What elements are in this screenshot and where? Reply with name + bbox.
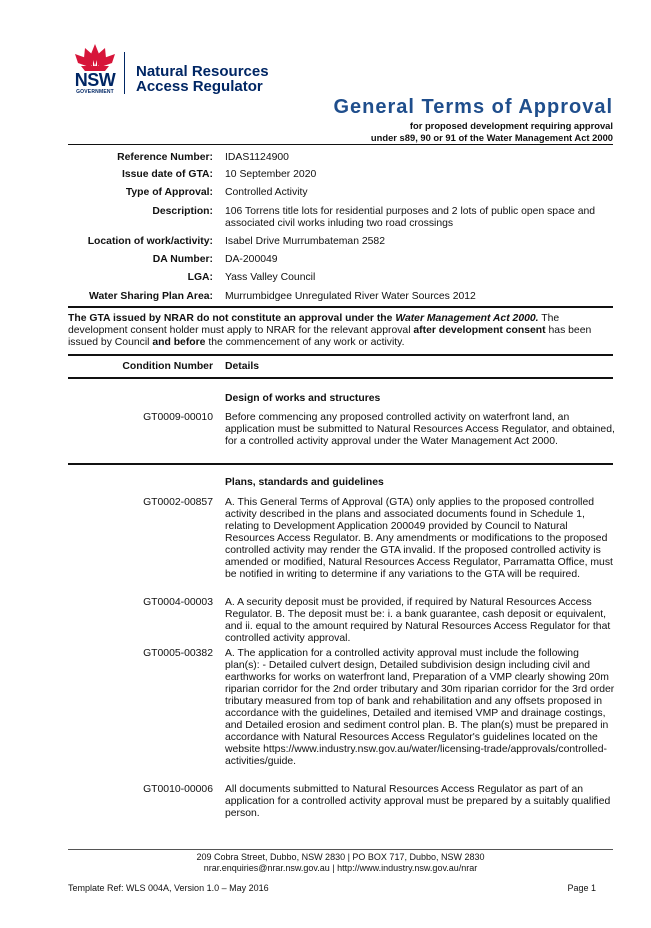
page-number: Page 1 [567, 883, 596, 893]
condition-text: A. A security deposit must be provided, if required by Natural Resources Access Regulator. B. The deposit must be: i. a bank guarantee, cash deposit or equivalent, and ii. equal to the amount required by Natural Resources Access Regulator for that controlled activity approval. [225, 597, 611, 644]
detail-label-da-number: DA Number: [152, 254, 213, 265]
detail-label-location: Location of work/activity: [87, 236, 213, 247]
notice-bold-2: after development consent [413, 325, 546, 336]
footer-divider [68, 849, 613, 850]
waratah-icon [69, 42, 121, 72]
nsw-government-logo [69, 42, 121, 100]
condition-text: A. The application for a controlled activity approval must include the following plan(s): - Detailed culvert design, Detailed subdivision design including civil and earthworks for works on waterfront land, Preparation of a VMP clearly showing 20m riparian corridor for the 2nd order tributary and 30m riparian corridor for the 3rd order tributary measured from top of bank and rehabilitation and any offsets proposed in accordance with the guidelines, Detailed and itemised VMP and drainage costings, and Detailed erosion and sediment control plan. B. The plan(s) must be prepared in accordance with Natural Resources Access Regulator's guidelines located on the website https://www.industry.nsw.gov.au/water/licensing-trade/approvals/controlled-activities/guide. [225, 648, 615, 767]
logo-subtext: GOVERNMENT [76, 89, 114, 95]
detail-label-approval-type: Type of Approval: [125, 187, 213, 198]
notice-act-name: Water Management Act 2000. [395, 313, 539, 324]
condition-text: Before commencing any proposed controlled activity on waterfront land, an application must be submitted to Natural Resources Access Regulator, and obtained, for a controlled activity approval under the Water Management Act 2000. [225, 412, 615, 447]
column-header-details: Details [225, 361, 260, 372]
notice-text-3: the commencement of any work or activity. [205, 337, 405, 348]
detail-value-location: Isabel Drive Murrumbateman 2582 [225, 236, 385, 247]
section-title-design: Design of works and structures [225, 393, 381, 404]
detail-value-issue-date: 10 September 2020 [225, 169, 317, 180]
footer-contact: nrar.enquiries@nrar.nsw.gov.au | http://www.industry.nsw.gov.au/nrar [203, 863, 478, 873]
logo-divider [124, 52, 125, 94]
detail-label-lga: LGA: [187, 272, 213, 283]
detail-value-lga: Yass Valley Council [225, 272, 316, 283]
org-name [136, 64, 269, 94]
document-subtitle-line1: for proposed development requiring approval [409, 120, 613, 131]
condition-number: GT0010-00006 [143, 784, 213, 795]
detail-label-reference: Reference Number: [117, 152, 213, 163]
condition-text: A. This General Terms of Approval (GTA) only applies to the proposed controlled activity described in the plans and associated documents found in Schedule 1, relating to Development Application 200049 provided by Council to Natural Resources Access Regulator. B. Any amendments or modifications to the proposed controlled activity may render the GTA invalid. If the proposed controlled activity is amended or modified, Natural Resources Access Regulator, Parramatta Office, must be notified in writing to determine if any variations to the GTA will be required. [225, 497, 613, 580]
detail-value-water-sharing-plan: Murrumbidgee Unregulated River Water Sources 2012 [225, 291, 476, 302]
detail-label-water-sharing-plan: Water Sharing Plan Area: [89, 291, 213, 302]
org-name-line2: Access Regulator [136, 78, 263, 95]
document-subtitle-line2: under s89, 90 or 91 of the Water Management Act 2000 [370, 132, 613, 143]
details-divider [68, 306, 613, 308]
table-header-divider [68, 377, 613, 379]
notice-text-2: has been issued by Council [68, 325, 592, 348]
section-divider [68, 463, 613, 465]
condition-number: GT0005-00382 [143, 648, 213, 659]
detail-value-da-number: DA-200049 [225, 254, 278, 265]
footer-address: 209 Cobra Street, Dubbo, NSW 2830 | PO BOX 717, Dubbo, NSW 2830 [196, 852, 485, 862]
detail-value-reference: IDAS1124900 [225, 152, 289, 163]
condition-text: All documents submitted to Natural Resources Access Regulator as part of an application for a controlled activity approval must be prepared by a suitably qualified person. [225, 784, 611, 819]
condition-number: GT0002-00857 [143, 497, 213, 508]
notice-divider [68, 354, 613, 356]
logo-wordmark: NSW [74, 70, 116, 90]
document-title: General Terms of Approval [333, 96, 613, 118]
detail-label-description: Description: [152, 206, 213, 217]
template-reference: Template Ref: WLS 004A, Version 1.0 – May 2016 [68, 883, 269, 893]
condition-number: GT0004-00003 [143, 597, 213, 608]
title-divider [68, 144, 613, 145]
notice-bold-1: The GTA issued by NRAR do not constitute an approval under the [68, 313, 396, 324]
gta-notice [68, 313, 613, 349]
column-header-condition-number: Condition Number [122, 361, 213, 372]
detail-value-approval-type: Controlled Activity [225, 187, 308, 198]
detail-label-issue-date: Issue date of GTA: [121, 169, 213, 180]
notice-bold-3: and before [152, 337, 206, 348]
notice-text-1: The development consent holder must apply to NRAR for the relevant approval [68, 313, 560, 336]
org-name-line1: Natural Resources [136, 63, 269, 80]
section-title-plans: Plans, standards and guidelines [225, 477, 384, 488]
detail-value-description: 106 Torrens title lots for residential purposes and 2 lots of public open space and associated civil works inluding two road crossings [225, 206, 596, 229]
condition-number: GT0009-00010 [143, 412, 213, 423]
